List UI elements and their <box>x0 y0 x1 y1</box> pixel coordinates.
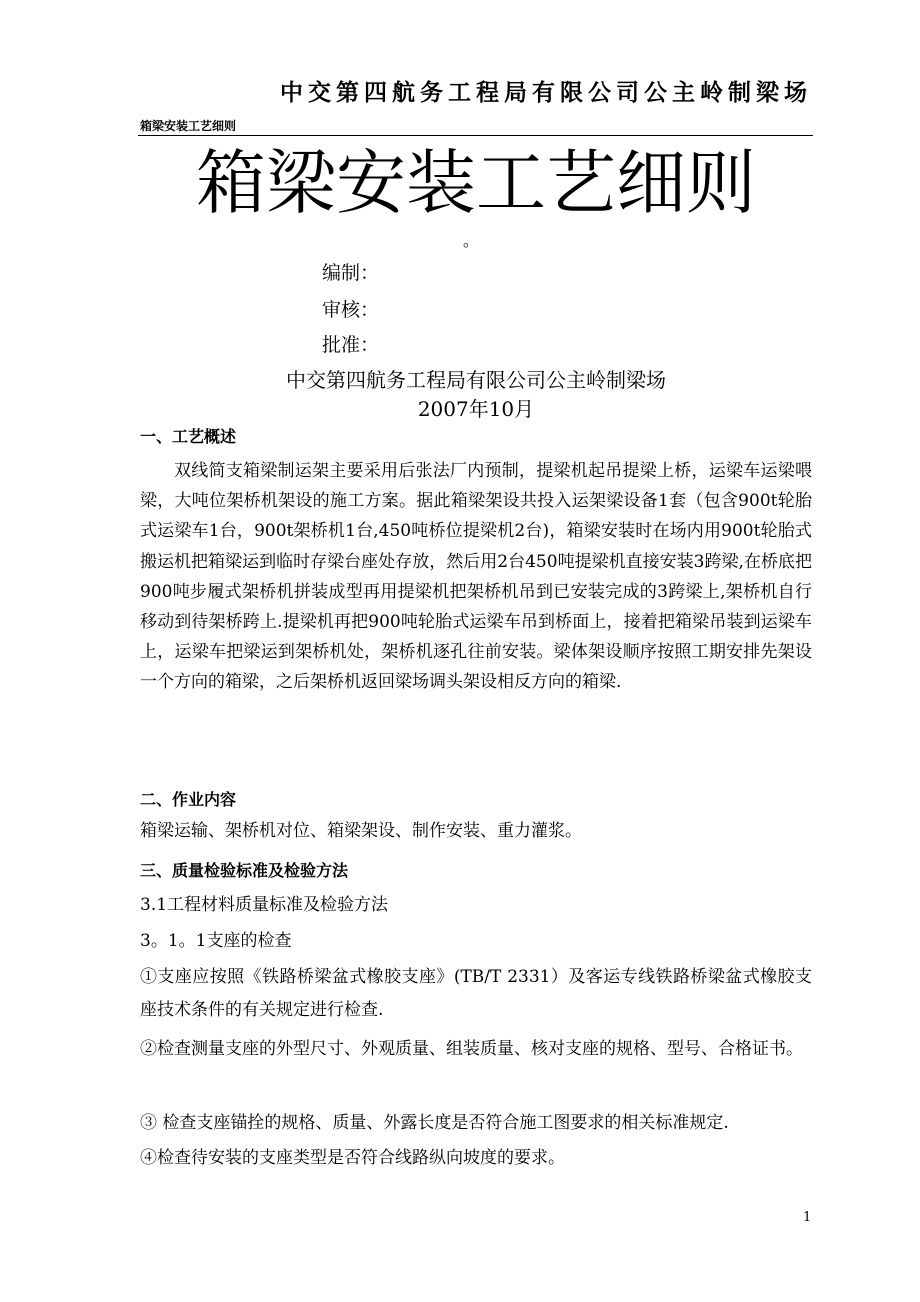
approved-by-label: 批准： <box>322 334 380 356</box>
page-number: 1 <box>803 1210 812 1225</box>
subsection-3-1: 3.1工程材料质量标准及检验方法 <box>140 895 389 915</box>
section-1-body: 双线简支箱梁制运架主要采用后张法厂内预制，提梁机起吊提梁上桥，运梁车运梁喂梁，大吨位架桥机架设的施工方案。据此箱梁架设共投入运架梁设备1套（包含900t轮胎式运梁车1台，900t架桥机1台,450吨桥位提梁机2台)，箱梁安装时在场内用900t轮胎式搬运机把箱梁运到临时存梁台座处存放，然后用2台450吨提梁机直接安装3跨梁,在桥底把900吨步履式架桥机拼装成型再用提梁机把架桥机吊到已安装完成的3跨梁上,架桥机自行移动到待架桥跨上.提梁机再把900吨轮胎式运梁车吊到桥面上，接着把箱梁吊装到运梁车上，运梁车把梁运到架桥机处，架桥机逐孔往前安装。梁体架设顺序按照工期安排先架设一个方向的箱梁，之后架桥机返回梁场调头架设相反方向的箱梁. <box>140 461 812 693</box>
check-item-4: ④检查待安装的支座类型是否符合线路纵向坡度的要求。 <box>140 1148 565 1168</box>
section-3-heading: 三、质量检验标准及检验方法 <box>140 861 349 880</box>
document-title: 箱梁安装工艺细则 <box>196 142 756 224</box>
section-2-body: 箱梁运输、架桥机对位、箱梁架设、制作安装、重力灌浆。 <box>140 821 582 841</box>
subsection-3-1-1: 3。1。1支座的检查 <box>140 931 292 951</box>
cover-date: 2007年10月 <box>417 397 535 421</box>
check-item-3: ③ 检查支座锚拴的规格、质量、外露长度是否符合施工图要求的相关标准规定. <box>140 1113 729 1133</box>
check-item-1: ①支座应按照《铁路桥梁盆式橡胶支座》(TB/T 2331）及客运专线铁路桥梁盆式橡胶支座技术条件的有关规定进行检查. <box>140 967 812 1020</box>
section-2-heading: 二、作业内容 <box>140 790 237 809</box>
section-1-heading: 一、工艺概述 <box>140 427 237 446</box>
reviewed-by-label: 审核： <box>322 299 380 321</box>
cover-company: 中交第四航务工程局有限公司公主岭制梁场 <box>286 368 666 392</box>
header-doc-title: 箱梁安装工艺细则 <box>140 119 237 133</box>
header-company: 中交第四航务工程局有限公司公主岭制梁场 <box>280 80 812 106</box>
title-dot: 。 <box>463 231 480 250</box>
check-item-2: ②检查测量支座的外型尺寸、外观质量、组装质量、核对支座的规格、型号、合格证书。 <box>140 1039 803 1059</box>
header-rule <box>138 135 813 136</box>
compiled-by-label: 编制： <box>322 262 380 284</box>
